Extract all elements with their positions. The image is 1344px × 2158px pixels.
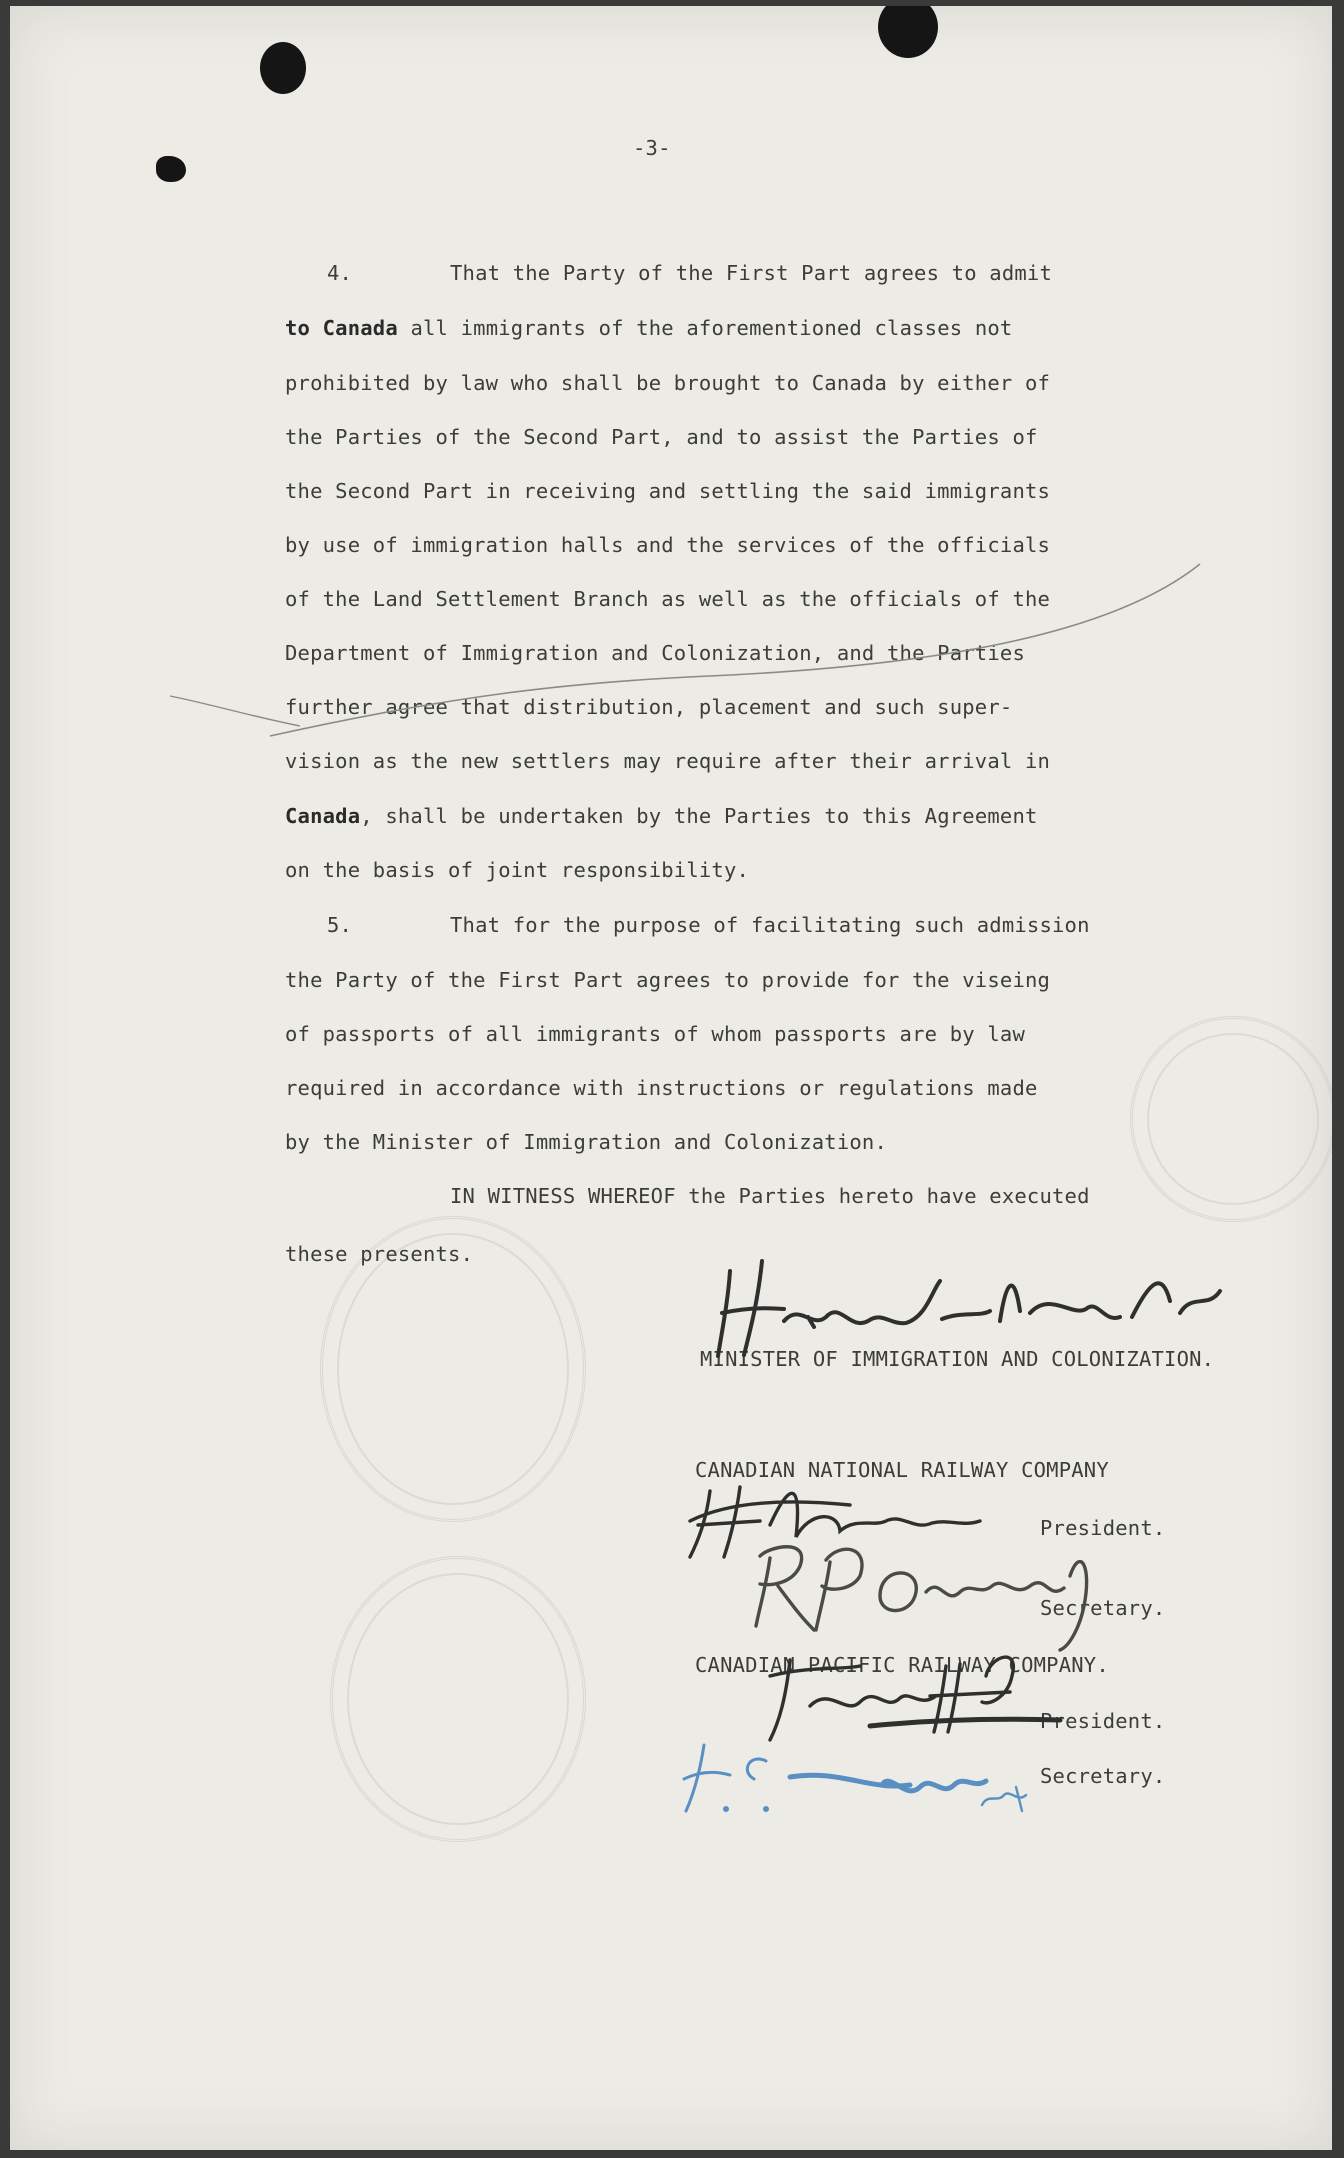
cpr-secretary-label: Secretary. [1040, 1764, 1166, 1788]
clause-4-line-11 [285, 804, 1038, 828]
document-page [10, 6, 1332, 2150]
canada-word-2: Canada [285, 804, 361, 828]
clause-5-number: 5. [327, 913, 353, 937]
page-number: -3- [633, 136, 671, 160]
clause-5-line-3: of passports of all immigrants of whom passports are by law [285, 1022, 1025, 1046]
witness-line-2: these presents. [285, 1242, 474, 1266]
clause-4-line-6: by use of immigration halls and the services of the officials [285, 533, 1051, 557]
clause-4-line-7: of the Land Settlement Branch as well as the officials of the [285, 587, 1051, 611]
punch-hole-left [260, 42, 306, 94]
clause-5-line-1: That for the purpose of facilitating such admission [450, 913, 1090, 937]
clause-4-line-2 [285, 316, 1012, 340]
cnr-secretary-label: Secretary. [1040, 1596, 1166, 1620]
clause-4-line-2-prefix: to [285, 316, 323, 340]
clause-5-line-2: the Party of the First Part agrees to provide for the viseing [285, 968, 1051, 992]
clause-4-line-9: further agree that distribution, placement and such super- [285, 695, 1013, 719]
cpr-president-signature [750, 1636, 1130, 1746]
embossed-seal-lower [330, 1556, 586, 1842]
minister-title: MINISTER OF IMMIGRATION AND COLONIZATION. [700, 1347, 1215, 1371]
clause-4-line-2-rest: all immigrants of the aforementioned classes not [397, 316, 1013, 340]
clause-5-line-4: required in accordance with instructions or regulations made [285, 1076, 1038, 1100]
clause-4-number: 4. [327, 261, 353, 285]
clause-4-line-10: vision as the new settlers may require after their arrival in [285, 749, 1051, 773]
witness-line-1: IN WITNESS WHEREOF the Parties hereto have executed [450, 1184, 1090, 1208]
cpr-president-label: President. [1040, 1709, 1166, 1733]
punch-hole-right [878, 6, 938, 58]
pencil-stroke-mark [150, 546, 1230, 746]
clause-4-line-11-rest: , shall be undertaken by the Parties to this Agreement [360, 804, 1038, 828]
clause-4-line-4: the Parties of the Second Part, and to assist the Parties of [285, 425, 1038, 449]
cnr-company-name: CANADIAN NATIONAL RAILWAY COMPANY [695, 1458, 1109, 1482]
cpr-secretary-signature [670, 1731, 1070, 1821]
canada-word: Canada [322, 316, 398, 340]
cpr-company-name: CANADIAN PACIFIC RAILWAY COMPANY. [695, 1653, 1109, 1677]
cnr-president-label: President. [1040, 1516, 1166, 1540]
clause-4-line-1: That the Party of the First Part agrees to admit [450, 261, 1053, 285]
clause-4-line-8: Department of Immigration and Colonization, and the Parties [285, 641, 1025, 665]
clause-4-line-12: on the basis of joint responsibility. [285, 858, 750, 882]
embossed-seal-right [1130, 1016, 1332, 1222]
clause-5-line-5: by the Minister of Immigration and Colonization. [285, 1130, 888, 1154]
clause-4-line-3: prohibited by law who shall be brought to Canada by either of [285, 371, 1051, 395]
clause-4-line-5: the Second Part in receiving and settling the said immigrants [285, 479, 1051, 503]
minister-signature [700, 1251, 1260, 1361]
paper-tear-mark [156, 156, 186, 182]
